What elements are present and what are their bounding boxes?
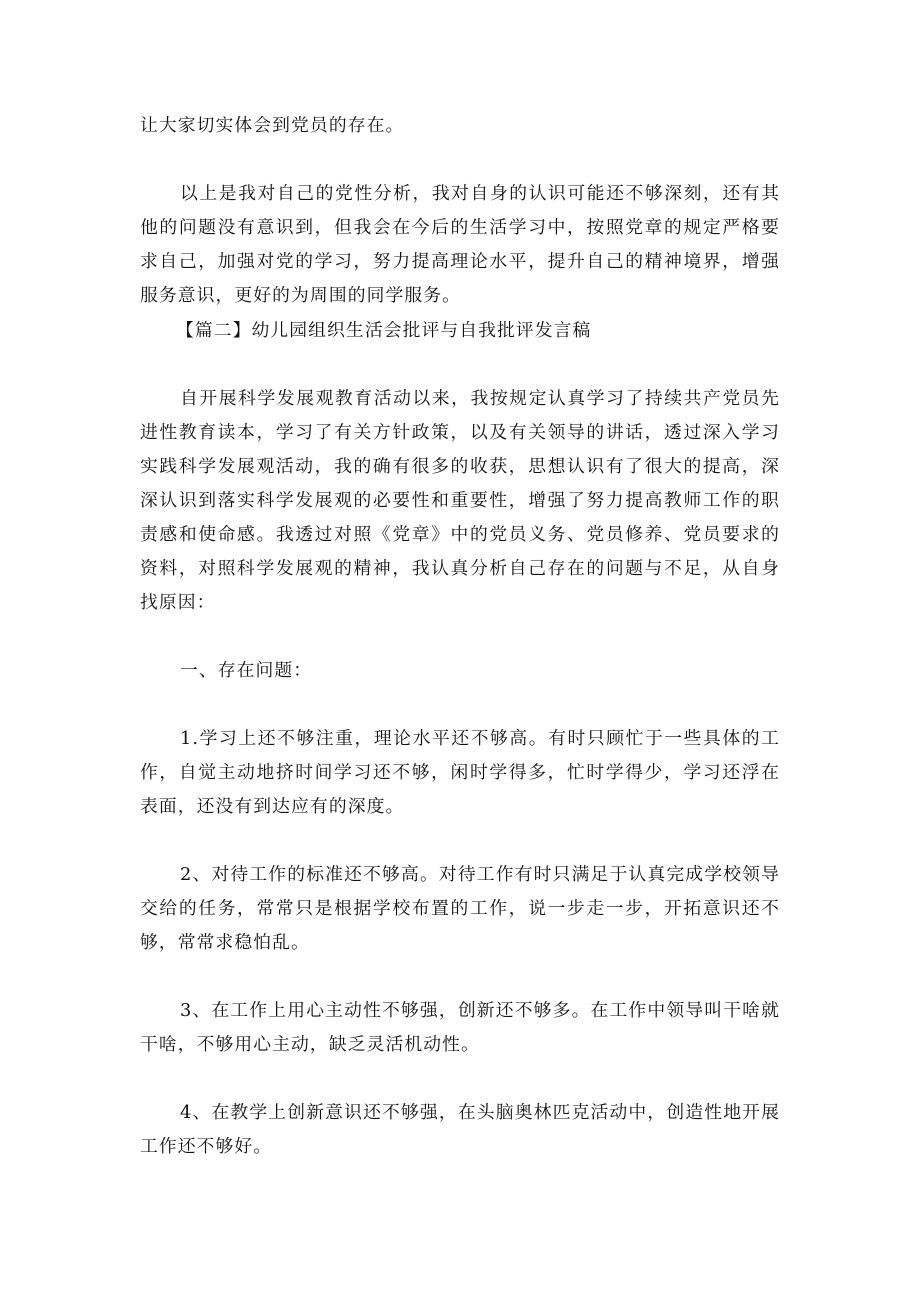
paragraph-intro-end: 让大家切实体会到党员的存在。 xyxy=(140,115,405,136)
section-heading: 【篇二】幼儿园组织生活会批评与自我批评发言稿 xyxy=(176,320,592,341)
problem-item-3: 3、在工作上用心主动性不够强，创新还不够多。在工作中领导叫干啥就干啥，不够用心主动，缺乏灵活机动性。 xyxy=(140,1000,780,1055)
problem-item-4: 4、在教学上创新意识还不够强，在头脑奥林匹克活动中，创造性地开展工作还不够好。 xyxy=(140,1102,780,1157)
subheading-problems: 一、存在问题： xyxy=(180,660,313,681)
problem-item-2: 2、对待工作的标准还不够高。对待工作有时只满足于认真完成学校领导交给的任务，常常只是根据学校布置的工作，说一步走一步，开拓意识还不够，常常求稳怕乱。 xyxy=(140,864,780,953)
paragraph-opening: 自开展科学发展观教育活动以来，我按规定认真学习了持续共产党员先进性教育读本，学习了有关方针政策，以及有关领导的讲话，透过深入学习实践科学发展观活动，我的确有很多的收获，思想认识有了很大的提高，深深认识到落实科学发展观的必要性和重要性，增强了努力提高教师工作的职责感和使命感。我透过对照《党章》中的党员义务、党员修养、党员要求的资料，对照科学发展观的精神，我认真分析自己存在的问题与不足，从自身找原因： xyxy=(140,388,780,613)
problem-item-1: 1.学习上还不够注重，理论水平还不够高。有时只顾忙于一些具体的工作，自觉主动地挤时间学习还不够，闲时学得多，忙时学得少，学习还浮在表面，还没有到达应有的深度。 xyxy=(140,728,780,817)
paragraph-summary: 以上是我对自己的党性分析，我对自身的认识可能还不够深刻，还有其他的问题没有意识到，但我会在今后的生活学习中，按照党章的规定严格要求自己，加强对党的学习，努力提高理论水平，提升自己的精神境界，增强服务意识，更好的为周围的同学服务。 xyxy=(140,183,780,306)
